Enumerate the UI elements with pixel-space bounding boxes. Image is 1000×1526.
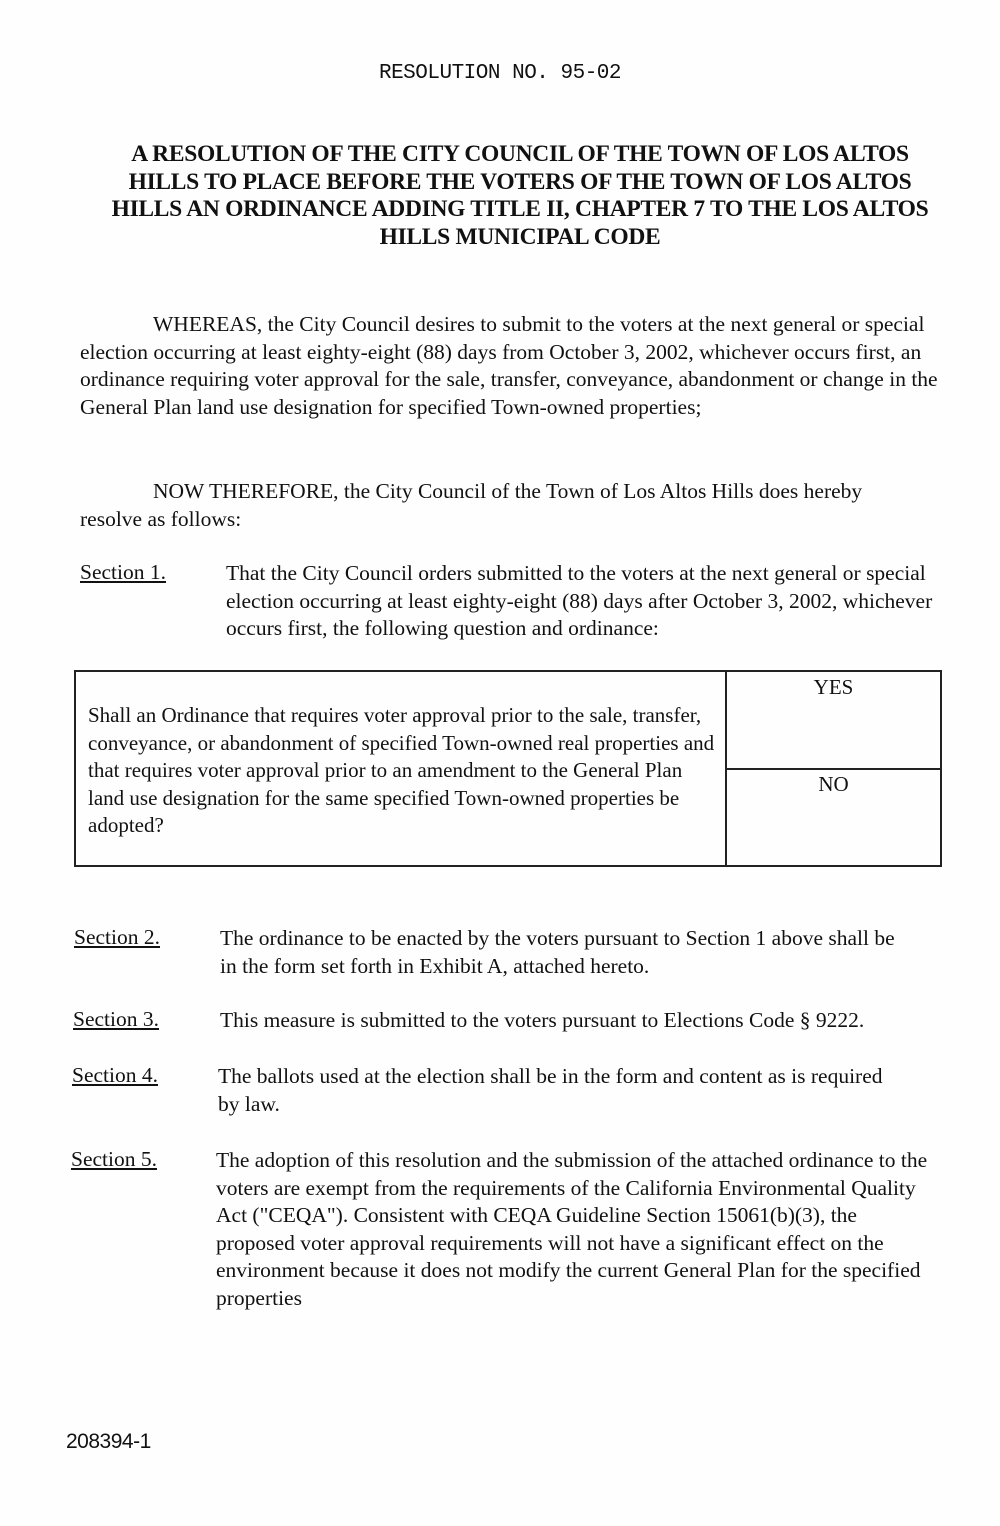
resolution-number: RESOLUTION NO. 95-02 bbox=[378, 62, 622, 85]
section-4-text: The ballots used at the election shall be in the form and content as is required by law. bbox=[218, 1064, 883, 1116]
resolution-title bbox=[70, 141, 970, 251]
section-1-text: That the City Council orders submitted to the voters at the next general or special election occurring at least eighty-eight (88) days after October 3, 2002, whichever occurs first, the following question and ordinance: bbox=[226, 561, 933, 640]
section-2-label: Section 2. bbox=[74, 925, 160, 949]
section-3-label: Section 3. bbox=[73, 1007, 159, 1031]
ballot-question: Shall an Ordinance that requires voter approval prior to the sale, transfer, conveyance, or abandonment of specified Town-owned real properties and that requires voter approval prior to an amendment to the General Plan land use designation for the same specified Town-owned properties be adopted? bbox=[88, 703, 715, 837]
section-2-text: The ordinance to be enacted by the voters pursuant to Section 1 above shall be in the form set forth in Exhibit A, attached hereto. bbox=[220, 926, 895, 978]
document-id: 208394-1 bbox=[66, 1430, 151, 1453]
section-1-label: Section 1. bbox=[80, 560, 166, 584]
ballot-divider-horizontal bbox=[727, 768, 940, 770]
title-line: A RESOLUTION OF THE CITY COUNCIL OF THE TOWN OF LOS ALTOS bbox=[131, 141, 909, 167]
title-line: HILLS TO PLACE BEFORE THE VOTERS OF THE TOWN OF LOS ALTOS bbox=[128, 168, 912, 195]
section-5-text: The adoption of this resolution and the submission of the attached ordinance to the voters are exempt from the requirements of the California Environmental Quality Act ("CEQA"). Consistent with CEQA Guideline Section 15061(b)(3), the proposed voter approval requirements will not have a significant effect on the environment because it does not modify the current General Plan for the specified properties bbox=[216, 1148, 928, 1310]
now-therefore-paragraph: NOW THEREFORE, the City Council of the Town of Los Altos Hills does hereby resolve as follows: bbox=[80, 479, 863, 531]
title-line: HILLS AN ORDINANCE ADDING TITLE II, CHAPTER 7 TO THE LOS ALTOS bbox=[111, 196, 929, 222]
section-5-label: Section 5. bbox=[71, 1147, 157, 1171]
ballot-question-box bbox=[74, 670, 942, 867]
section-4-label: Section 4. bbox=[72, 1063, 158, 1087]
title-line: HILLS MUNICIPAL CODE bbox=[379, 223, 661, 250]
whereas-paragraph: WHEREAS, the City Council desires to submit to the voters at the next general or special election occurring at least eighty-eight (88) days from October 3, 2002, whichever occurs first, an ordinance requiring voter approval for the sale, transfer, conveyance, abandonment or change in the General Plan land use designation for specified Town-owned properties; bbox=[80, 312, 938, 419]
section-3-text: This measure is submitted to the voters pursuant to Elections Code § 9222. bbox=[220, 1008, 865, 1032]
ballot-no-box: NO bbox=[818, 772, 849, 796]
ballot-yes-box: YES bbox=[813, 675, 854, 699]
